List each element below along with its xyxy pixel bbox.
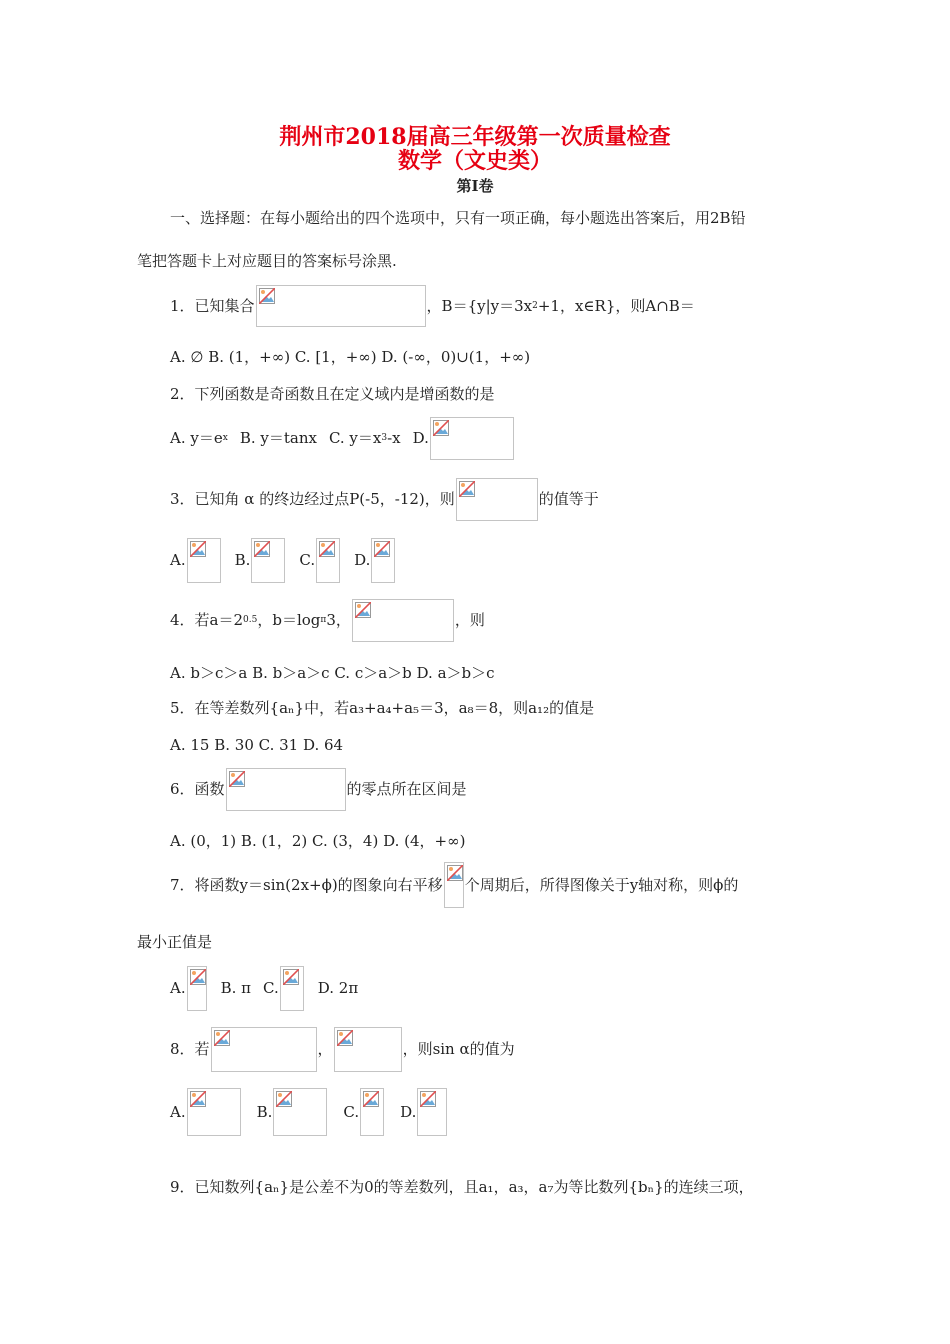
q2-options [170,417,515,460]
broken-image-icon [190,541,206,557]
q7-opt-c-image [280,966,304,1011]
q1-exp: 2 [532,300,538,311]
title-line-1: 荆州市2018届高三年级第一次质量检查 [279,124,671,150]
q3-opt-b-label: B. [234,551,251,569]
q1-stem [170,285,695,327]
broken-image-icon [459,481,475,497]
q1-formula-image [256,285,426,327]
q6-formula-image [226,768,346,811]
q3-formula-image [456,478,538,521]
q8-opt-c-image [360,1088,384,1136]
q6-prefix: 6．函数 [170,780,225,798]
q4-suffix: ，则 [454,611,485,629]
q3-opt-c-image [316,538,340,583]
q8-options [170,1088,448,1136]
q4-options: A. b＞c＞a B. b＞a＞c C. c＞a＞b D. a＞b＞c [170,664,495,682]
q2-opt-c-tail: -x [387,429,401,447]
q6-options: A. (0，1) B. (1，2) C. (3，4) D. (4，+∞) [170,832,466,850]
q8-opt-c-label: C. [343,1102,360,1121]
q8-stem [170,1027,515,1072]
q8-opt-d-label: D. [400,1102,417,1121]
broken-image-icon [447,865,463,881]
q4-exp: 0.5 [243,615,258,625]
q4-mid: ，b＝log [257,611,321,629]
title-line-2: 数学（文史类） [397,148,552,174]
broken-image-icon [433,420,449,436]
broken-image-icon [374,541,390,557]
broken-image-icon [420,1091,436,1107]
q3-opt-c-label: C. [299,551,316,569]
q7-opt-c: C. [263,979,279,997]
q1-suffix-b: +1，x∈R}，则A∩B＝ [537,296,695,315]
broken-image-icon [214,1030,230,1046]
broken-image-icon [337,1030,353,1046]
q2-opt-b: B. y＝tanx [239,429,317,447]
q1-suffix-a: ，B＝{y|y＝3x [426,296,533,315]
q7-line2: 最小正值是 [137,933,213,951]
q7-suffix: 个周期后，所得图像关于y轴对称，则ϕ的 [464,875,739,894]
q8-opt-b-image [273,1088,327,1136]
broken-image-icon [355,602,371,618]
q3-prefix: 3．已知角 α 的终边经过点P(-5，-12)，则 [170,490,455,508]
q3-opt-d-label: D. [354,551,371,569]
intro-line-2: 笔把答题卡上对应题目的答案标号涂黑. [137,252,397,270]
q9-stem: 9．已知数列{aₙ}是公差不为0的等差数列，且a₁，a₃，a₇为等比数列{bₙ}的连续三项， [170,1178,754,1196]
q8-prefix: 8．若 [170,1040,210,1058]
q1-prefix: 1．已知集合 [170,296,255,315]
broken-image-icon [283,969,299,985]
q3-opt-d-image [371,538,395,583]
q7-stem [170,862,738,908]
q2-opt-c-exp: 3 [381,433,388,443]
q4-sub: π [320,615,327,625]
broken-image-icon [363,1091,379,1107]
q7-options [170,966,358,1011]
q5-options: A. 15 B. 30 C. 31 D. 64 [170,736,344,754]
section-heading: 第Ⅰ卷 [456,177,494,195]
q8-suffix: ，则sin α的值为 [402,1040,515,1058]
q7-prefix: 7．将函数y＝sin(2x+ϕ)的图象向右平移 [170,875,443,894]
q7-opt-d: D. 2π [317,979,359,997]
q1-options: A. ∅ B. (1，+∞) C. [1，+∞) D. (-∞，0)∪(1，+∞) [170,348,531,366]
broken-image-icon [319,541,335,557]
broken-image-icon [276,1091,292,1107]
q3-opt-a-image [187,538,221,583]
q3-options [170,538,396,583]
q4-prefix: 4．若a＝2 [170,611,244,629]
broken-image-icon [259,288,275,304]
q2-opt-d: D. [412,429,429,447]
q2-stem: 2．下列函数是奇函数且在定义域内是增函数的是 [170,385,495,403]
q8-formula-image-2 [334,1027,402,1072]
q3-opt-a-label: A. [170,551,186,569]
broken-image-icon [229,771,245,787]
q6-stem [170,768,467,811]
q8-formula-image-1 [211,1027,317,1072]
q8-opt-a-image [187,1088,241,1136]
q8-opt-d-image [417,1088,447,1136]
q4-stem [170,599,485,642]
q3-suffix: 的值等于 [538,490,599,508]
broken-image-icon [190,1091,206,1107]
q2-opt-c: C. y＝x [328,429,382,447]
broken-image-icon [190,969,206,985]
q2-opt-a: A. y＝e [170,429,223,447]
intro-line-1: 一、选择题：在每小题给出的四个选项中，只有一项正确，每小题选出答案后，用2B铅 [170,209,746,227]
q6-suffix: 的零点所在区间是 [346,780,467,798]
q7-opt-b: B. π [220,979,252,997]
q4-formula-image [352,599,454,642]
q8-opt-a-label: A. [170,1102,186,1121]
q2-opt-a-exp: x [222,433,228,443]
q8-comma: ， [317,1040,333,1058]
q4-tail: 3， [326,611,351,629]
q7-opt-a-image [187,966,207,1011]
q2-opt-d-image [430,417,514,460]
q3-stem [170,478,599,521]
q5-stem: 5．在等差数列{aₙ}中，若a₃+a₄+a₅＝3，a₈＝8，则a₁₂的值是 [170,699,595,717]
q3-opt-b-image [251,538,285,583]
broken-image-icon [254,541,270,557]
q8-opt-b-label: B. [256,1102,273,1121]
q7-opt-a: A. [170,979,186,997]
q7-fraction-image [444,862,464,908]
